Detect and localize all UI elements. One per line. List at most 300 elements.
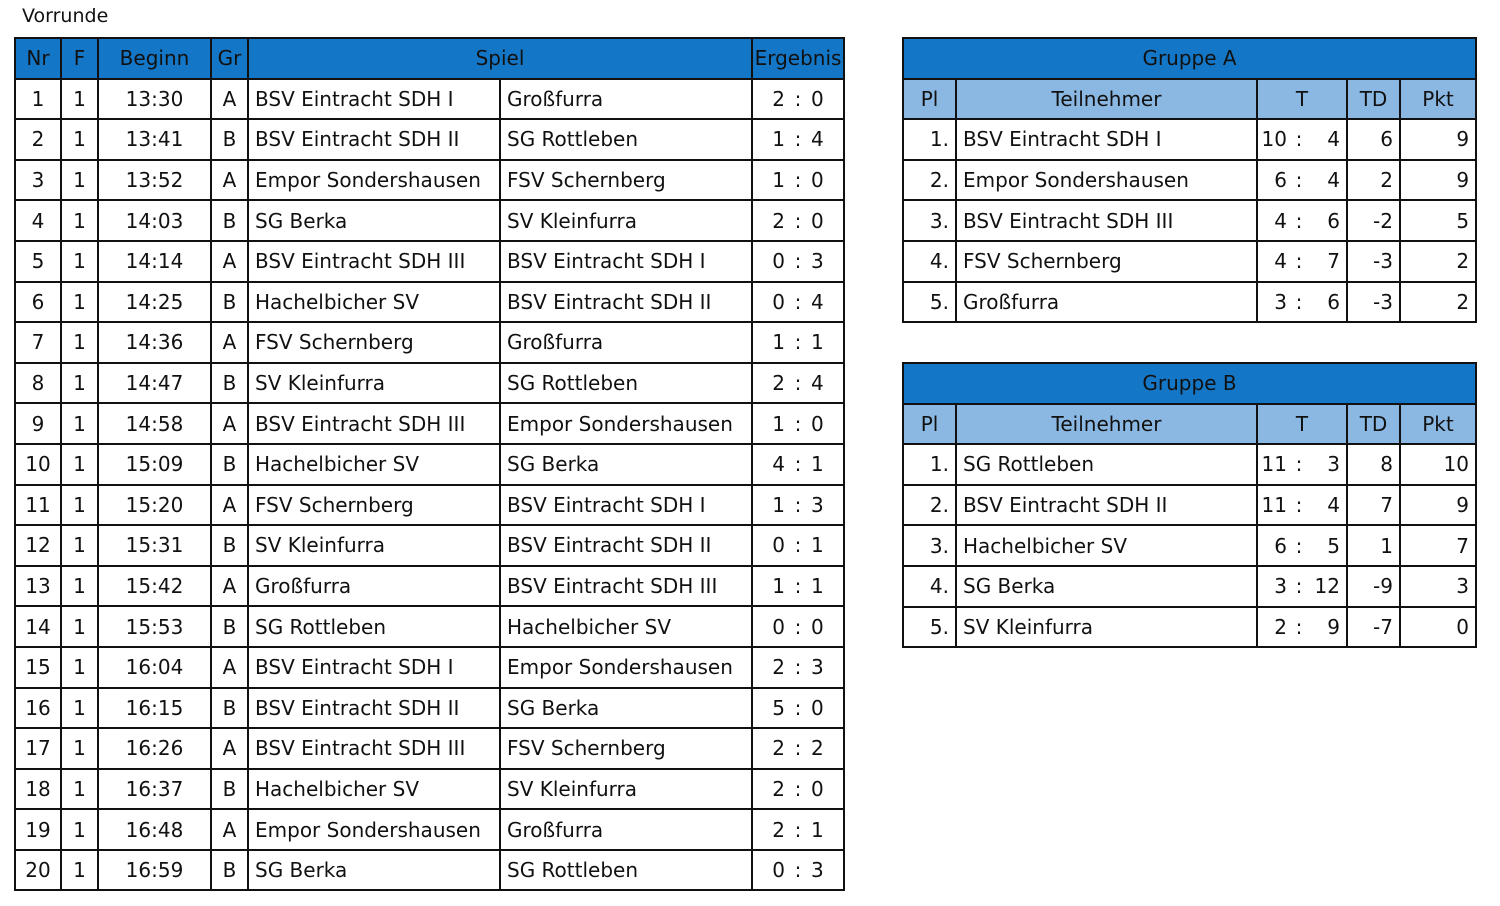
standing-goals: [1257, 485, 1347, 526]
match-start-time: 14:47: [98, 363, 211, 404]
match-start-time: 16:04: [98, 647, 211, 688]
score-pair: [753, 770, 843, 809]
home-goals: 0: [772, 614, 785, 639]
standings-row: [903, 485, 1476, 526]
match-home-team: SG Berka: [248, 850, 500, 891]
match-result: [752, 403, 844, 444]
match-field: 1: [61, 647, 98, 688]
group-b-header-row: [903, 404, 1476, 445]
match-away-team: BSV Eintracht SDH I: [500, 241, 752, 282]
match-group: A: [211, 485, 248, 526]
home-goals: 0: [772, 533, 785, 558]
match-row: [15, 647, 844, 688]
score-pair: [753, 161, 843, 200]
match-group: A: [211, 403, 248, 444]
standing-goals: [1257, 525, 1347, 566]
standing-place: 1.: [903, 119, 956, 160]
goals-for: 3: [1274, 289, 1287, 314]
separator-colon: :: [794, 492, 802, 517]
standing-place: 5.: [903, 282, 956, 323]
match-away-team: Empor Sondershausen: [500, 403, 752, 444]
match-group: A: [211, 241, 248, 282]
match-result: [752, 525, 844, 566]
standing-goal-difference: -9: [1347, 566, 1400, 607]
standings-row: [903, 119, 1476, 160]
match-home-team: BSV Eintracht SDH III: [248, 241, 500, 282]
match-away-team: SG Berka: [500, 688, 752, 729]
match-row: [15, 322, 844, 363]
away-goals: 1: [811, 574, 824, 599]
separator-colon: :: [794, 695, 802, 720]
group-a-title-row: [903, 38, 1476, 79]
home-goals: 2: [772, 776, 785, 801]
separator-colon: :: [794, 330, 802, 355]
separator-colon: :: [794, 614, 802, 639]
match-start-time: 16:48: [98, 809, 211, 850]
standing-team: SV Kleinfurra: [956, 607, 1257, 648]
standing-place: 4.: [903, 566, 956, 607]
home-goals: 0: [772, 858, 785, 883]
standing-points: 10: [1400, 444, 1476, 485]
home-goals: 2: [772, 371, 785, 396]
ratio-pair: [1258, 161, 1346, 200]
score-pair: [753, 242, 843, 281]
match-away-team: Großfurra: [500, 79, 752, 120]
match-away-team: BSV Eintracht SDH II: [500, 525, 752, 566]
away-goals: 0: [811, 776, 824, 801]
goals-against: 9: [1327, 614, 1340, 639]
match-row: [15, 200, 844, 241]
match-away-team: SG Rottleben: [500, 850, 752, 891]
match-schedule-table: [14, 37, 845, 891]
goals-against: 5: [1327, 533, 1340, 558]
away-goals: 4: [811, 127, 824, 152]
standing-place: 3.: [903, 200, 956, 241]
standing-goal-difference: 8: [1347, 444, 1400, 485]
home-goals: 2: [772, 86, 785, 111]
match-result: [752, 647, 844, 688]
match-field: 1: [61, 566, 98, 607]
match-away-team: BSV Eintracht SDH II: [500, 282, 752, 323]
standing-team: BSV Eintracht SDH III: [956, 200, 1257, 241]
match-group: B: [211, 282, 248, 323]
score-pair: [753, 851, 843, 890]
match-start-time: 16:15: [98, 688, 211, 729]
header-f: F: [61, 38, 98, 79]
match-nr: 1: [15, 79, 61, 120]
match-nr: 14: [15, 606, 61, 647]
score-pair: [753, 607, 843, 646]
match-row: [15, 444, 844, 485]
match-start-time: 16:59: [98, 850, 211, 891]
match-result: [752, 282, 844, 323]
match-away-team: SG Rottleben: [500, 119, 752, 160]
standing-place: 1.: [903, 444, 956, 485]
match-result: [752, 444, 844, 485]
match-home-team: BSV Eintracht SDH III: [248, 403, 500, 444]
match-home-team: SV Kleinfurra: [248, 363, 500, 404]
score-pair: [753, 80, 843, 119]
match-nr: 4: [15, 200, 61, 241]
standing-team: Hachelbicher SV: [956, 525, 1257, 566]
match-away-team: Hachelbicher SV: [500, 606, 752, 647]
match-nr: 8: [15, 363, 61, 404]
match-start-time: 16:37: [98, 769, 211, 810]
standing-points: 7: [1400, 525, 1476, 566]
match-start-time: 13:52: [98, 160, 211, 201]
match-start-time: 14:14: [98, 241, 211, 282]
standings-row: [903, 241, 1476, 282]
goals-for: 2: [1274, 614, 1287, 639]
match-away-team: Großfurra: [500, 809, 752, 850]
match-result: [752, 322, 844, 363]
separator-colon: :: [794, 208, 802, 233]
goals-against: 4: [1327, 493, 1340, 518]
away-goals: 0: [811, 411, 824, 436]
separator-colon: :: [1295, 533, 1303, 558]
match-home-team: Hachelbicher SV: [248, 769, 500, 810]
match-start-time: 14:58: [98, 403, 211, 444]
match-group: B: [211, 119, 248, 160]
match-nr: 18: [15, 769, 61, 810]
match-group: B: [211, 850, 248, 891]
header-spiel: Spiel: [248, 38, 752, 79]
match-home-team: BSV Eintracht SDH II: [248, 119, 500, 160]
match-result: [752, 566, 844, 607]
match-field: 1: [61, 606, 98, 647]
separator-colon: :: [794, 533, 802, 558]
away-goals: 0: [811, 86, 824, 111]
separator-colon: :: [794, 371, 802, 396]
match-start-time: 15:42: [98, 566, 211, 607]
match-row: [15, 485, 844, 526]
match-start-time: 16:26: [98, 728, 211, 769]
header-beginn: Beginn: [98, 38, 211, 79]
separator-colon: :: [794, 168, 802, 193]
match-row: [15, 850, 844, 891]
match-nr: 11: [15, 485, 61, 526]
score-pair: [753, 283, 843, 322]
match-result: [752, 160, 844, 201]
home-goals: 1: [772, 127, 785, 152]
header-pl: Pl: [903, 79, 956, 120]
group-a-header-row: [903, 79, 1476, 120]
standing-points: 0: [1400, 607, 1476, 648]
match-row: [15, 525, 844, 566]
match-group: A: [211, 566, 248, 607]
home-goals: 5: [772, 695, 785, 720]
ratio-pair: [1258, 486, 1346, 525]
page-title: Vorrunde: [22, 5, 109, 27]
match-home-team: Hachelbicher SV: [248, 444, 500, 485]
match-result: [752, 728, 844, 769]
away-goals: 3: [811, 655, 824, 680]
score-pair: [753, 323, 843, 362]
goals-against: 4: [1327, 127, 1340, 152]
standing-team: FSV Schernberg: [956, 241, 1257, 282]
score-pair: [753, 201, 843, 240]
match-start-time: 14:36: [98, 322, 211, 363]
separator-colon: :: [794, 289, 802, 314]
separator-colon: :: [794, 411, 802, 436]
away-goals: 3: [811, 858, 824, 883]
ratio-pair: [1258, 526, 1346, 565]
goals-for: 6: [1274, 168, 1287, 193]
away-goals: 2: [811, 736, 824, 761]
match-home-team: FSV Schernberg: [248, 322, 500, 363]
match-field: 1: [61, 119, 98, 160]
score-pair: [753, 526, 843, 565]
separator-colon: :: [1295, 614, 1303, 639]
away-goals: 1: [811, 817, 824, 842]
match-row: [15, 809, 844, 850]
match-result: [752, 241, 844, 282]
standing-points: 9: [1400, 485, 1476, 526]
match-home-team: SV Kleinfurra: [248, 525, 500, 566]
match-away-team: FSV Schernberg: [500, 160, 752, 201]
home-goals: 0: [772, 289, 785, 314]
score-pair: [753, 120, 843, 159]
standing-goals: [1257, 119, 1347, 160]
match-nr: 19: [15, 809, 61, 850]
standing-goal-difference: 7: [1347, 485, 1400, 526]
away-goals: 0: [811, 208, 824, 233]
standing-goals: [1257, 200, 1347, 241]
separator-colon: :: [794, 127, 802, 152]
standing-points: 2: [1400, 282, 1476, 323]
away-goals: 1: [811, 452, 824, 477]
away-goals: 4: [811, 289, 824, 314]
match-home-team: SG Rottleben: [248, 606, 500, 647]
match-start-time: 13:30: [98, 79, 211, 120]
match-away-team: BSV Eintracht SDH III: [500, 566, 752, 607]
home-goals: 2: [772, 655, 785, 680]
score-pair: [753, 689, 843, 728]
match-group: A: [211, 647, 248, 688]
group-a-table: [902, 37, 1477, 323]
match-nr: 9: [15, 403, 61, 444]
match-home-team: FSV Schernberg: [248, 485, 500, 526]
standing-goal-difference: 2: [1347, 160, 1400, 201]
goals-against: 12: [1314, 574, 1340, 599]
separator-colon: :: [794, 655, 802, 680]
goals-for: 10: [1261, 127, 1287, 152]
score-pair: [753, 364, 843, 403]
standing-goals: [1257, 160, 1347, 201]
standing-points: 2: [1400, 241, 1476, 282]
separator-colon: :: [1295, 127, 1303, 152]
home-goals: 1: [772, 411, 785, 436]
away-goals: 1: [811, 330, 824, 355]
separator-colon: :: [794, 452, 802, 477]
match-field: 1: [61, 282, 98, 323]
goals-for: 6: [1274, 533, 1287, 558]
match-result: [752, 809, 844, 850]
match-start-time: 14:25: [98, 282, 211, 323]
match-row: [15, 728, 844, 769]
match-home-team: SG Berka: [248, 200, 500, 241]
match-nr: 16: [15, 688, 61, 729]
score-pair: [753, 445, 843, 484]
match-field: 1: [61, 728, 98, 769]
away-goals: 3: [811, 492, 824, 517]
goals-against: 6: [1327, 289, 1340, 314]
away-goals: 0: [811, 695, 824, 720]
match-away-team: SG Berka: [500, 444, 752, 485]
separator-colon: :: [1295, 208, 1303, 233]
standing-goal-difference: -3: [1347, 241, 1400, 282]
match-field: 1: [61, 79, 98, 120]
goals-against: 7: [1327, 249, 1340, 274]
standing-points: 3: [1400, 566, 1476, 607]
match-row: [15, 79, 844, 120]
goals-against: 4: [1327, 168, 1340, 193]
standings-row: [903, 200, 1476, 241]
match-away-team: Empor Sondershausen: [500, 647, 752, 688]
match-field: 1: [61, 485, 98, 526]
header-teilnehmer: Teilnehmer: [956, 404, 1257, 445]
match-header-row: [15, 38, 844, 79]
separator-colon: :: [1295, 452, 1303, 477]
header-teilnehmer: Teilnehmer: [956, 79, 1257, 120]
standing-goal-difference: -3: [1347, 282, 1400, 323]
match-field: 1: [61, 160, 98, 201]
standing-goals: [1257, 566, 1347, 607]
header-pkt: Pkt: [1400, 79, 1476, 120]
standing-team: SG Rottleben: [956, 444, 1257, 485]
ratio-pair: [1258, 445, 1346, 484]
match-field: 1: [61, 241, 98, 282]
match-row: [15, 282, 844, 323]
goals-against: 6: [1327, 208, 1340, 233]
match-nr: 20: [15, 850, 61, 891]
score-pair: [753, 567, 843, 606]
goals-against: 3: [1327, 452, 1340, 477]
match-group: A: [211, 322, 248, 363]
ratio-pair: [1258, 242, 1346, 281]
separator-colon: :: [1295, 249, 1303, 274]
standings-row: [903, 607, 1476, 648]
match-group: A: [211, 809, 248, 850]
header-ergebnis: Ergebnis: [752, 38, 844, 79]
match-row: [15, 363, 844, 404]
match-field: 1: [61, 809, 98, 850]
match-start-time: 15:31: [98, 525, 211, 566]
away-goals: 0: [811, 168, 824, 193]
match-group: A: [211, 160, 248, 201]
match-result: [752, 200, 844, 241]
match-result: [752, 363, 844, 404]
match-field: 1: [61, 200, 98, 241]
header-td: TD: [1347, 404, 1400, 445]
match-group: B: [211, 688, 248, 729]
match-row: [15, 241, 844, 282]
match-row: [15, 160, 844, 201]
match-field: 1: [61, 850, 98, 891]
match-nr: 5: [15, 241, 61, 282]
match-group: B: [211, 606, 248, 647]
match-group: B: [211, 525, 248, 566]
match-home-team: BSV Eintracht SDH I: [248, 647, 500, 688]
match-row: [15, 403, 844, 444]
standing-goals: [1257, 241, 1347, 282]
away-goals: 0: [811, 614, 824, 639]
separator-colon: :: [1295, 493, 1303, 518]
separator-colon: :: [794, 776, 802, 801]
standing-goal-difference: -7: [1347, 607, 1400, 648]
ratio-pair: [1258, 283, 1346, 322]
match-group: B: [211, 769, 248, 810]
score-pair: [753, 648, 843, 687]
group-b-title: Gruppe B: [903, 363, 1476, 404]
standing-team: Empor Sondershausen: [956, 160, 1257, 201]
match-away-team: BSV Eintracht SDH I: [500, 485, 752, 526]
match-start-time: 15:20: [98, 485, 211, 526]
match-home-team: BSV Eintracht SDH III: [248, 728, 500, 769]
standing-place: 3.: [903, 525, 956, 566]
goals-for: 3: [1274, 574, 1287, 599]
standing-goal-difference: 6: [1347, 119, 1400, 160]
standing-team: Großfurra: [956, 282, 1257, 323]
match-start-time: 14:03: [98, 200, 211, 241]
match-row: [15, 566, 844, 607]
match-field: 1: [61, 403, 98, 444]
standing-team: BSV Eintracht SDH I: [956, 119, 1257, 160]
match-group: B: [211, 444, 248, 485]
match-field: 1: [61, 444, 98, 485]
standing-place: 2.: [903, 485, 956, 526]
separator-colon: :: [1295, 168, 1303, 193]
ratio-pair: [1258, 201, 1346, 240]
header-t: T: [1257, 404, 1347, 445]
separator-colon: :: [794, 858, 802, 883]
match-group: B: [211, 363, 248, 404]
match-group: A: [211, 79, 248, 120]
away-goals: 3: [811, 249, 824, 274]
goals-for: 4: [1274, 208, 1287, 233]
match-home-team: Hachelbicher SV: [248, 282, 500, 323]
away-goals: 4: [811, 371, 824, 396]
standing-place: 4.: [903, 241, 956, 282]
match-result: [752, 850, 844, 891]
match-field: 1: [61, 688, 98, 729]
group-a-title: Gruppe A: [903, 38, 1476, 79]
match-field: 1: [61, 322, 98, 363]
match-nr: 12: [15, 525, 61, 566]
home-goals: 2: [772, 817, 785, 842]
match-result: [752, 119, 844, 160]
goals-for: 4: [1274, 249, 1287, 274]
match-nr: 15: [15, 647, 61, 688]
match-group: B: [211, 200, 248, 241]
match-nr: 7: [15, 322, 61, 363]
header-td: TD: [1347, 79, 1400, 120]
goals-for: 11: [1261, 493, 1287, 518]
match-result: [752, 769, 844, 810]
goals-for: 11: [1261, 452, 1287, 477]
standing-points: 9: [1400, 119, 1476, 160]
match-field: 1: [61, 769, 98, 810]
match-home-team: Empor Sondershausen: [248, 809, 500, 850]
match-row: [15, 119, 844, 160]
standings-row: [903, 444, 1476, 485]
match-row: [15, 769, 844, 810]
standing-team: BSV Eintracht SDH II: [956, 485, 1257, 526]
home-goals: 1: [772, 492, 785, 517]
match-home-team: BSV Eintracht SDH II: [248, 688, 500, 729]
standings-row: [903, 282, 1476, 323]
group-b-table: [902, 362, 1477, 648]
